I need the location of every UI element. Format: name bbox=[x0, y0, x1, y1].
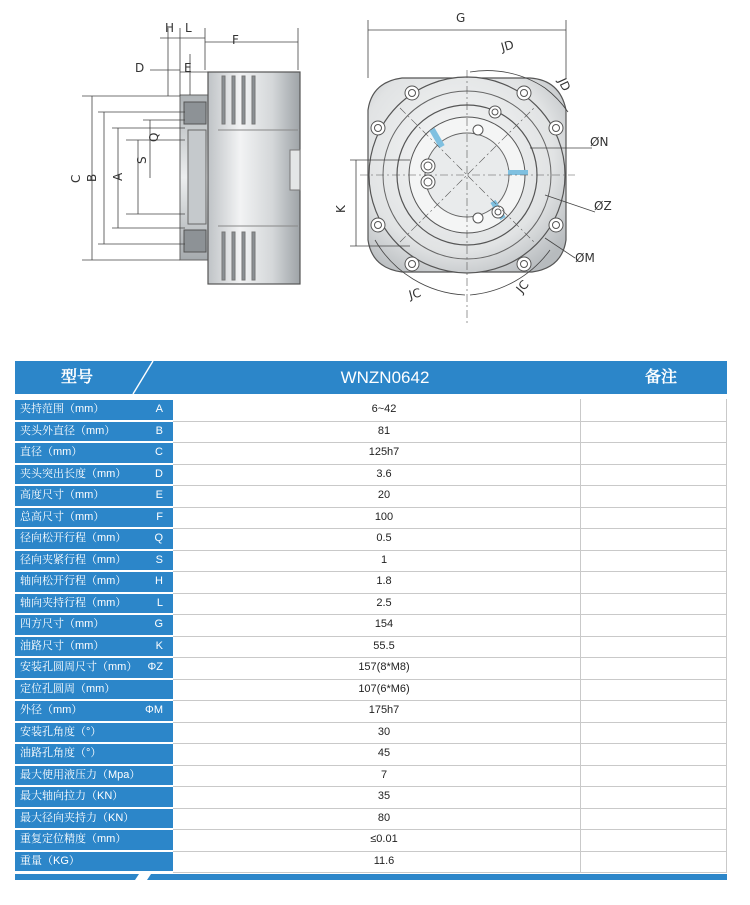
table-row bbox=[15, 593, 727, 615]
row-note bbox=[580, 399, 727, 422]
row-label bbox=[15, 572, 173, 592]
row-label-text: 夹头突出长度（mm） bbox=[20, 467, 127, 480]
label-E: E bbox=[184, 61, 192, 75]
table-row bbox=[15, 765, 727, 787]
side-view bbox=[69, 21, 300, 284]
row-value: 154 bbox=[173, 614, 595, 637]
row-value: 6~42 bbox=[173, 399, 595, 422]
table-footer-bar bbox=[15, 872, 727, 880]
table-row bbox=[15, 722, 727, 744]
row-note bbox=[580, 808, 727, 831]
row-symbol: ΦZ bbox=[147, 661, 163, 673]
row-note bbox=[580, 593, 727, 616]
label-S: S bbox=[135, 156, 149, 164]
row-note bbox=[580, 765, 727, 788]
row-label bbox=[15, 680, 173, 700]
row-label-text: 安装孔圆周尺寸（mm） bbox=[20, 661, 138, 673]
row-value: 175h7 bbox=[173, 700, 595, 723]
label-H: H bbox=[165, 21, 175, 35]
table-row bbox=[15, 851, 727, 873]
row-label-text: 最大轴向拉力（KN） bbox=[20, 790, 124, 802]
row-label-text: 重复定位精度（mm） bbox=[20, 833, 127, 845]
row-value: 2.5 bbox=[173, 593, 595, 616]
row-label-text: 夹持范围（mm） bbox=[20, 403, 105, 415]
row-label bbox=[15, 787, 173, 807]
row-note bbox=[580, 421, 727, 444]
row-note bbox=[580, 464, 727, 487]
technical-drawing bbox=[0, 0, 750, 340]
row-label bbox=[15, 508, 173, 528]
row-value: 1.8 bbox=[173, 571, 595, 594]
row-value: 125h7 bbox=[173, 442, 595, 465]
row-note bbox=[580, 550, 727, 573]
label-L: L bbox=[185, 21, 192, 35]
row-value: ≤0.01 bbox=[173, 829, 595, 852]
table-body bbox=[15, 399, 727, 872]
row-note bbox=[580, 507, 727, 530]
row-label-text: 安装孔角度（°） bbox=[20, 725, 102, 738]
row-label bbox=[15, 594, 173, 614]
label-D: D bbox=[135, 61, 145, 75]
table-header bbox=[15, 361, 727, 394]
label-Q: Q bbox=[147, 132, 161, 142]
table-row bbox=[15, 636, 727, 658]
row-label-text: 最大径向夹持力（KN） bbox=[20, 811, 135, 824]
row-label bbox=[15, 486, 173, 506]
row-label-text: 油路孔角度（°） bbox=[20, 747, 102, 759]
spec-table bbox=[15, 361, 727, 872]
row-note bbox=[580, 851, 727, 874]
row-symbol: ΦM bbox=[145, 704, 163, 716]
row-label-text: 轴向夹持行程（mm） bbox=[20, 596, 127, 609]
table-row bbox=[15, 614, 727, 636]
label-JD-1: JD bbox=[499, 37, 516, 55]
row-note bbox=[580, 636, 727, 659]
table-row bbox=[15, 485, 727, 507]
label-JC-1: JC bbox=[407, 285, 423, 303]
row-value: 81 bbox=[173, 421, 595, 444]
row-value: 1 bbox=[173, 550, 595, 573]
row-note bbox=[580, 700, 727, 723]
row-symbol: B bbox=[155, 424, 163, 437]
row-label bbox=[15, 701, 173, 721]
row-label bbox=[15, 551, 173, 571]
row-label-text: 径向夹紧行程（mm） bbox=[20, 553, 127, 566]
table-row bbox=[15, 571, 727, 593]
row-note bbox=[580, 786, 727, 809]
table-row bbox=[15, 464, 727, 486]
row-symbol: A bbox=[155, 403, 163, 415]
table-row bbox=[15, 829, 727, 851]
table-row bbox=[15, 550, 727, 572]
row-label bbox=[15, 744, 173, 764]
row-label bbox=[15, 766, 173, 786]
row-label bbox=[15, 658, 173, 678]
row-note bbox=[580, 743, 727, 766]
row-note bbox=[580, 722, 727, 745]
table-row bbox=[15, 700, 727, 722]
label-F: F bbox=[232, 33, 239, 47]
label-M: ØM bbox=[575, 251, 595, 265]
label-G: G bbox=[456, 11, 466, 25]
label-JC-2: JC bbox=[513, 277, 532, 296]
row-note bbox=[580, 528, 727, 551]
table-row bbox=[15, 399, 727, 421]
row-symbol: L bbox=[156, 596, 163, 609]
label-B: B bbox=[85, 173, 99, 182]
row-value: 3.6 bbox=[173, 464, 595, 487]
row-label-text: 轴向松开行程（mm） bbox=[20, 575, 127, 587]
row-value: 100 bbox=[173, 507, 595, 530]
row-value: 11.6 bbox=[173, 851, 595, 874]
row-note bbox=[580, 614, 727, 637]
row-label-text: 定位孔圆周（mm） bbox=[20, 682, 116, 695]
table-row bbox=[15, 442, 727, 464]
row-note bbox=[580, 485, 727, 508]
table-row bbox=[15, 657, 727, 679]
row-label-text: 最大使用液压力（Mpa） bbox=[20, 768, 141, 781]
row-note bbox=[580, 679, 727, 702]
table-row bbox=[15, 528, 727, 550]
header-model-value: WNZN0642 bbox=[340, 368, 430, 387]
row-symbol: G bbox=[154, 618, 163, 630]
table-row bbox=[15, 421, 727, 443]
row-label bbox=[15, 465, 173, 485]
right-border bbox=[726, 399, 727, 872]
row-value: 107(6*M6) bbox=[173, 679, 595, 702]
row-symbol: C bbox=[155, 446, 163, 458]
row-value: 7 bbox=[173, 765, 595, 788]
label-A: A bbox=[111, 172, 125, 181]
row-note bbox=[580, 571, 727, 594]
row-value: 55.5 bbox=[173, 636, 595, 659]
row-label-text: 径向松开行程（mm） bbox=[20, 532, 127, 544]
row-label bbox=[15, 443, 173, 463]
column-divider bbox=[580, 399, 581, 872]
row-value: 35 bbox=[173, 786, 595, 809]
row-label bbox=[15, 422, 173, 442]
row-label-text: 油路尺寸（mm） bbox=[20, 639, 105, 652]
row-note bbox=[580, 657, 727, 680]
row-symbol: H bbox=[155, 575, 163, 587]
row-label-text: 高度尺寸（mm） bbox=[20, 489, 105, 501]
row-symbol: D bbox=[155, 467, 163, 480]
row-note bbox=[580, 829, 727, 852]
header-slant-decoration bbox=[127, 361, 157, 394]
row-label bbox=[15, 852, 173, 872]
row-symbol: S bbox=[155, 553, 163, 566]
row-label bbox=[15, 400, 173, 420]
row-symbol: E bbox=[155, 489, 163, 501]
row-label-text: 重量（KG） bbox=[20, 854, 80, 867]
table-row bbox=[15, 507, 727, 529]
row-symbol: F bbox=[156, 510, 163, 523]
row-label-text: 夹头外直径（mm） bbox=[20, 424, 116, 437]
row-label bbox=[15, 529, 173, 549]
row-value: 30 bbox=[173, 722, 595, 745]
header-note: 备注 bbox=[644, 369, 677, 386]
label-C: C bbox=[69, 174, 83, 183]
row-label bbox=[15, 830, 173, 850]
row-label-text: 总高尺寸（mm） bbox=[20, 510, 105, 523]
row-symbol: K bbox=[155, 639, 163, 652]
row-label bbox=[15, 723, 173, 743]
row-value: 0.5 bbox=[173, 528, 595, 551]
row-label-text: 四方尺寸（mm） bbox=[20, 618, 105, 630]
table-row bbox=[15, 786, 727, 808]
row-label-text: 直径（mm） bbox=[20, 446, 83, 458]
row-note bbox=[580, 442, 727, 465]
front-view bbox=[334, 11, 612, 325]
row-value: 80 bbox=[173, 808, 595, 831]
row-value: 20 bbox=[173, 485, 595, 508]
label-Z: ØZ bbox=[594, 199, 612, 213]
row-value: 45 bbox=[173, 743, 595, 766]
table-row bbox=[15, 679, 727, 701]
label-K: K bbox=[334, 205, 348, 213]
table-row bbox=[15, 808, 727, 830]
row-symbol: Q bbox=[154, 532, 163, 544]
row-label bbox=[15, 637, 173, 657]
row-label bbox=[15, 809, 173, 829]
label-JD-2: JD bbox=[555, 75, 574, 94]
label-N: ØN bbox=[590, 135, 609, 149]
row-value: 157(8*M8) bbox=[173, 657, 595, 680]
row-label-text: 外径（mm） bbox=[20, 704, 83, 716]
row-label bbox=[15, 615, 173, 635]
table-row bbox=[15, 743, 727, 765]
header-model: 型号 bbox=[60, 369, 93, 386]
